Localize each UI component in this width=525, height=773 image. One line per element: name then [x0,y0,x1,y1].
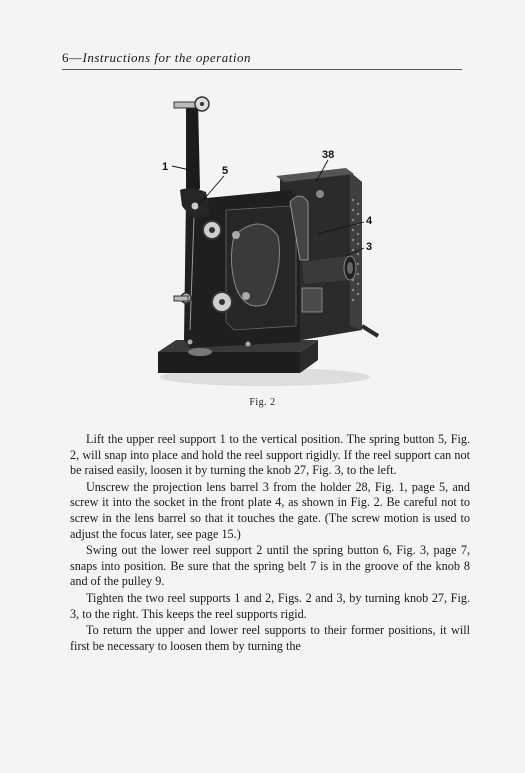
body-text [70,432,470,655]
roller [242,292,250,300]
callout-38: 38 [322,149,335,161]
lower-spindle [174,296,188,301]
spring-button [192,203,199,210]
lower-sprocket-hub [219,299,225,305]
paragraph: Lift the upper reel support 1 to the vertical position. The spring button 5, Fig. 2, will snap into place and hold the reel support rigidly. If the reel support can not be raised easily, loosen it by turning the knob 27, Fig. 3, to the left. [70,432,470,478]
running-head [62,50,251,66]
paragraph: To return the upper and lower reel supports to their former positions, it will first be necessary to loosen them by turning the [70,623,470,653]
callout-4: 4 [366,215,373,227]
base-plate [158,352,300,373]
paragraph: Tighten the two reel supports 1 and 2, Figs. 2 and 3, by turning knob 27, Fig. 3, to the right. This keeps the reel supports rigid. [70,590,470,621]
callout-3: 3 [366,241,373,253]
base-foot [188,348,212,356]
header-rule [62,69,462,70]
header-title: Instructions for the operation [82,50,251,65]
projector-illustration [150,90,390,390]
paragraph: Swing out the lower reel support 2 until the spring button 6, Fig. 3, page 7, snaps into position. Be sure that the spring belt 7 is in the groove of the knob 8 and of the pulley 9. [70,543,470,589]
callout-5: 5 [222,165,229,177]
power-cord [362,326,378,336]
label-plate [302,288,322,312]
header-separator: — [69,50,83,65]
paragraph: Unscrew the projection lens barrel 3 from the holder 28, Fig. 1, page 5, and screw it into the socket in the front plate 4, as shown in Fig. 2. Be careful not to screw in the lens barrel so that it touches the gate. (The screw motion is used to adjust the focus later, see page 15.) [70,479,470,541]
bolt [246,342,251,347]
bolt [188,340,193,345]
lamp-house-side [350,172,362,330]
callout-1: 1 [162,161,169,173]
projector-figure [150,90,390,390]
top-knob [316,190,324,198]
figure-caption: Fig. 2 [249,397,276,408]
upper-spindle-hub [200,102,204,106]
roller [232,231,240,239]
page-number: 6 [62,50,69,65]
lens-glass [347,262,353,274]
upper-sprocket-hub [209,227,215,233]
upper-reel-support [186,102,200,200]
